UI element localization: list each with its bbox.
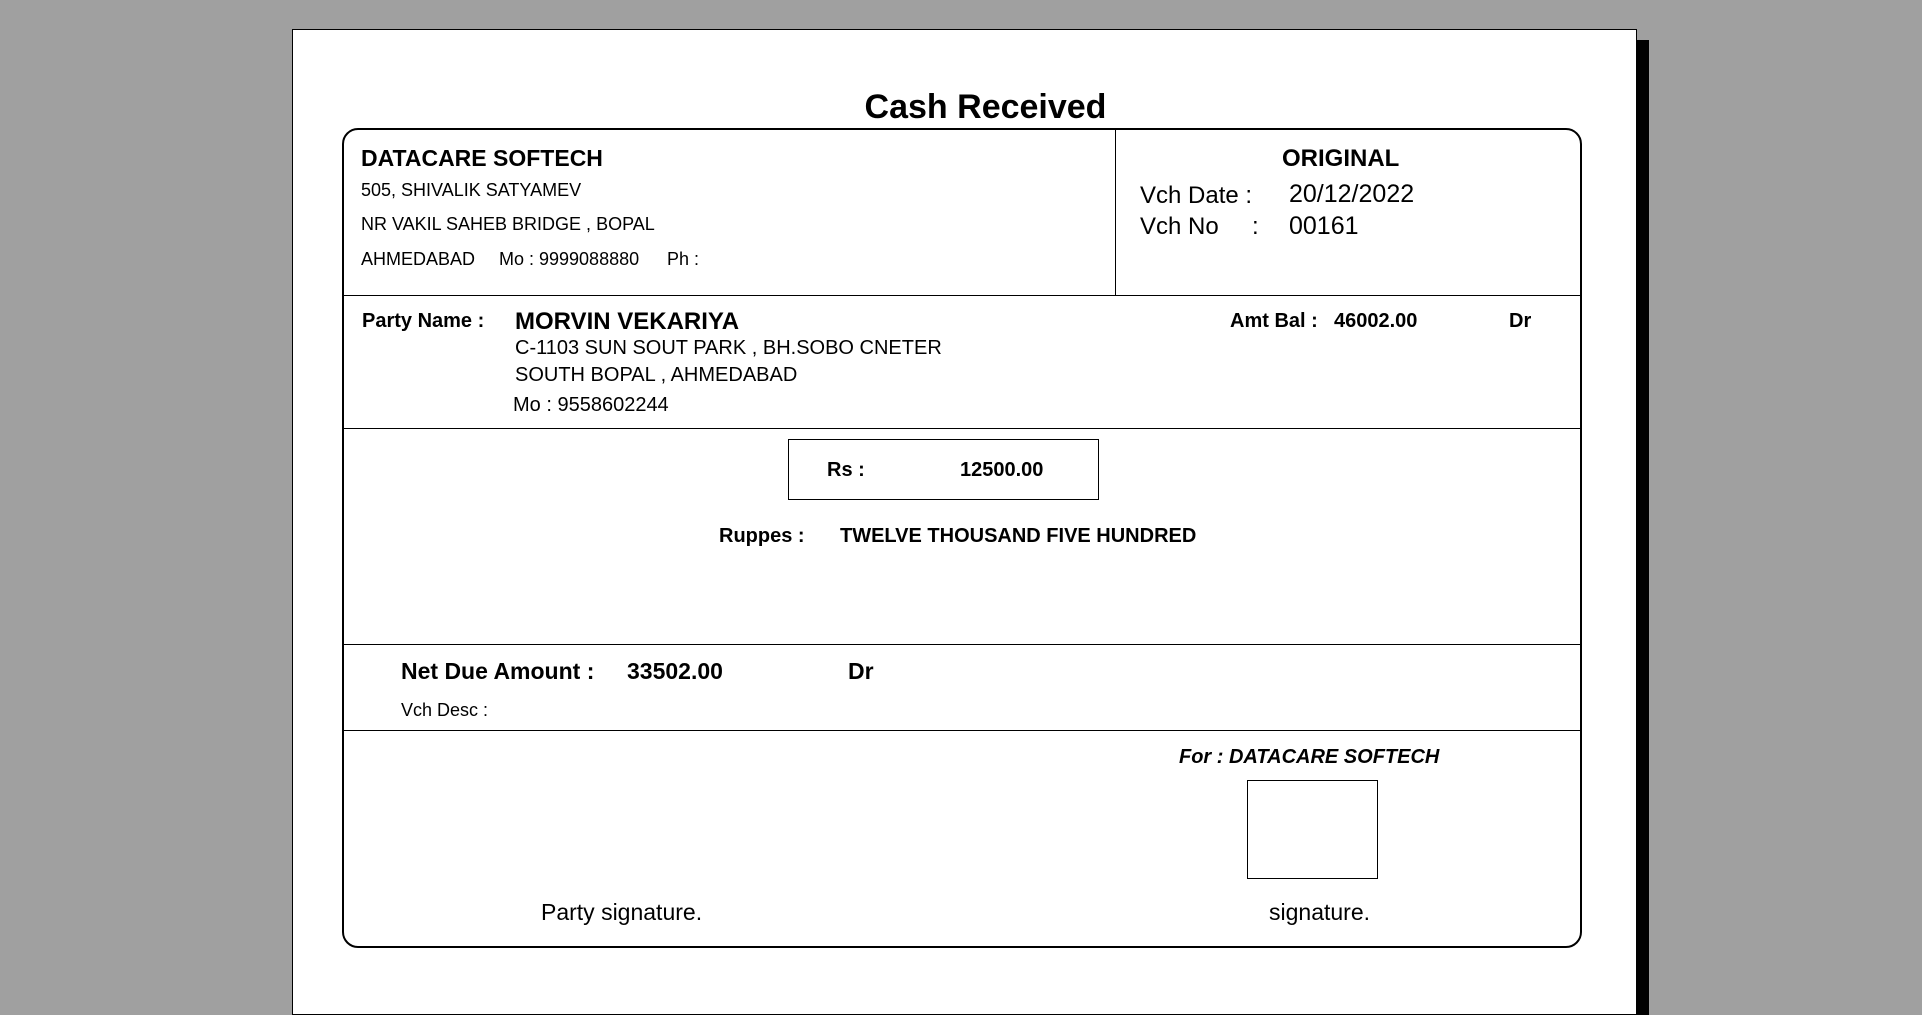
party-address-1: C-1103 SUN SOUT PARK , BH.SOBO CNETER bbox=[515, 337, 942, 359]
company-phone-label: Ph : bbox=[667, 249, 700, 269]
voucher-no: 00161 bbox=[1289, 212, 1359, 240]
amount-bottom-line bbox=[344, 644, 1580, 645]
amount-balance-value: 46002.00 bbox=[1334, 310, 1418, 332]
document-title: Cash Received bbox=[864, 88, 1107, 126]
company-address-2: NR VAKIL SAHEB BRIDGE , BOPAL bbox=[361, 214, 655, 234]
voucher-no-colon: : bbox=[1252, 213, 1259, 240]
company-name: DATACARE SOFTECH bbox=[361, 145, 603, 171]
amount-words-label: Ruppes : bbox=[719, 525, 805, 547]
copy-type-label: ORIGINAL bbox=[1282, 145, 1400, 172]
party-signature-label: Party signature. bbox=[541, 899, 703, 925]
voucher-date-label: Vch Date : bbox=[1140, 182, 1253, 209]
amount-rs-label: Rs : bbox=[827, 459, 865, 481]
party-address-2: SOUTH BOPAL , AHMEDABAD bbox=[515, 364, 798, 386]
net-due-value: 33502.00 bbox=[627, 658, 723, 684]
for-company-label: For : DATACARE SOFTECH bbox=[1179, 746, 1440, 768]
party-mobile: Mo : 9558602244 bbox=[513, 394, 669, 416]
company-mobile: Mo : 9999088880 bbox=[499, 249, 640, 269]
signature-label: signature. bbox=[1269, 899, 1371, 925]
company-city: AHMEDABAD bbox=[361, 249, 476, 269]
header-bottom-line bbox=[344, 295, 1580, 296]
header-divider bbox=[1115, 130, 1116, 295]
voucher-date: 20/12/2022 bbox=[1289, 180, 1415, 208]
amount-balance-label: Amt Bal : bbox=[1230, 310, 1318, 332]
party-name: MORVIN VEKARIYA bbox=[515, 308, 740, 335]
amount-words: TWELVE THOUSAND FIVE HUNDRED bbox=[840, 525, 1197, 547]
party-name-label: Party Name : bbox=[362, 310, 485, 332]
voucher-no-label: Vch No bbox=[1140, 213, 1219, 240]
company-address-1: 505, SHIVALIK SATYAMEV bbox=[361, 180, 582, 200]
voucher-description-label: Vch Desc : bbox=[401, 700, 489, 720]
net-due-label: Net Due Amount : bbox=[401, 658, 595, 684]
amount-balance-type: Dr bbox=[1509, 310, 1532, 332]
net-due-type: Dr bbox=[848, 658, 874, 684]
amount-value: 12500.00 bbox=[960, 459, 1044, 481]
receipt-page bbox=[292, 29, 1637, 1015]
net-due-bottom-line bbox=[344, 730, 1580, 731]
party-bottom-line bbox=[344, 428, 1580, 429]
signature-box bbox=[1247, 780, 1378, 879]
receipt-frame bbox=[342, 128, 1582, 948]
